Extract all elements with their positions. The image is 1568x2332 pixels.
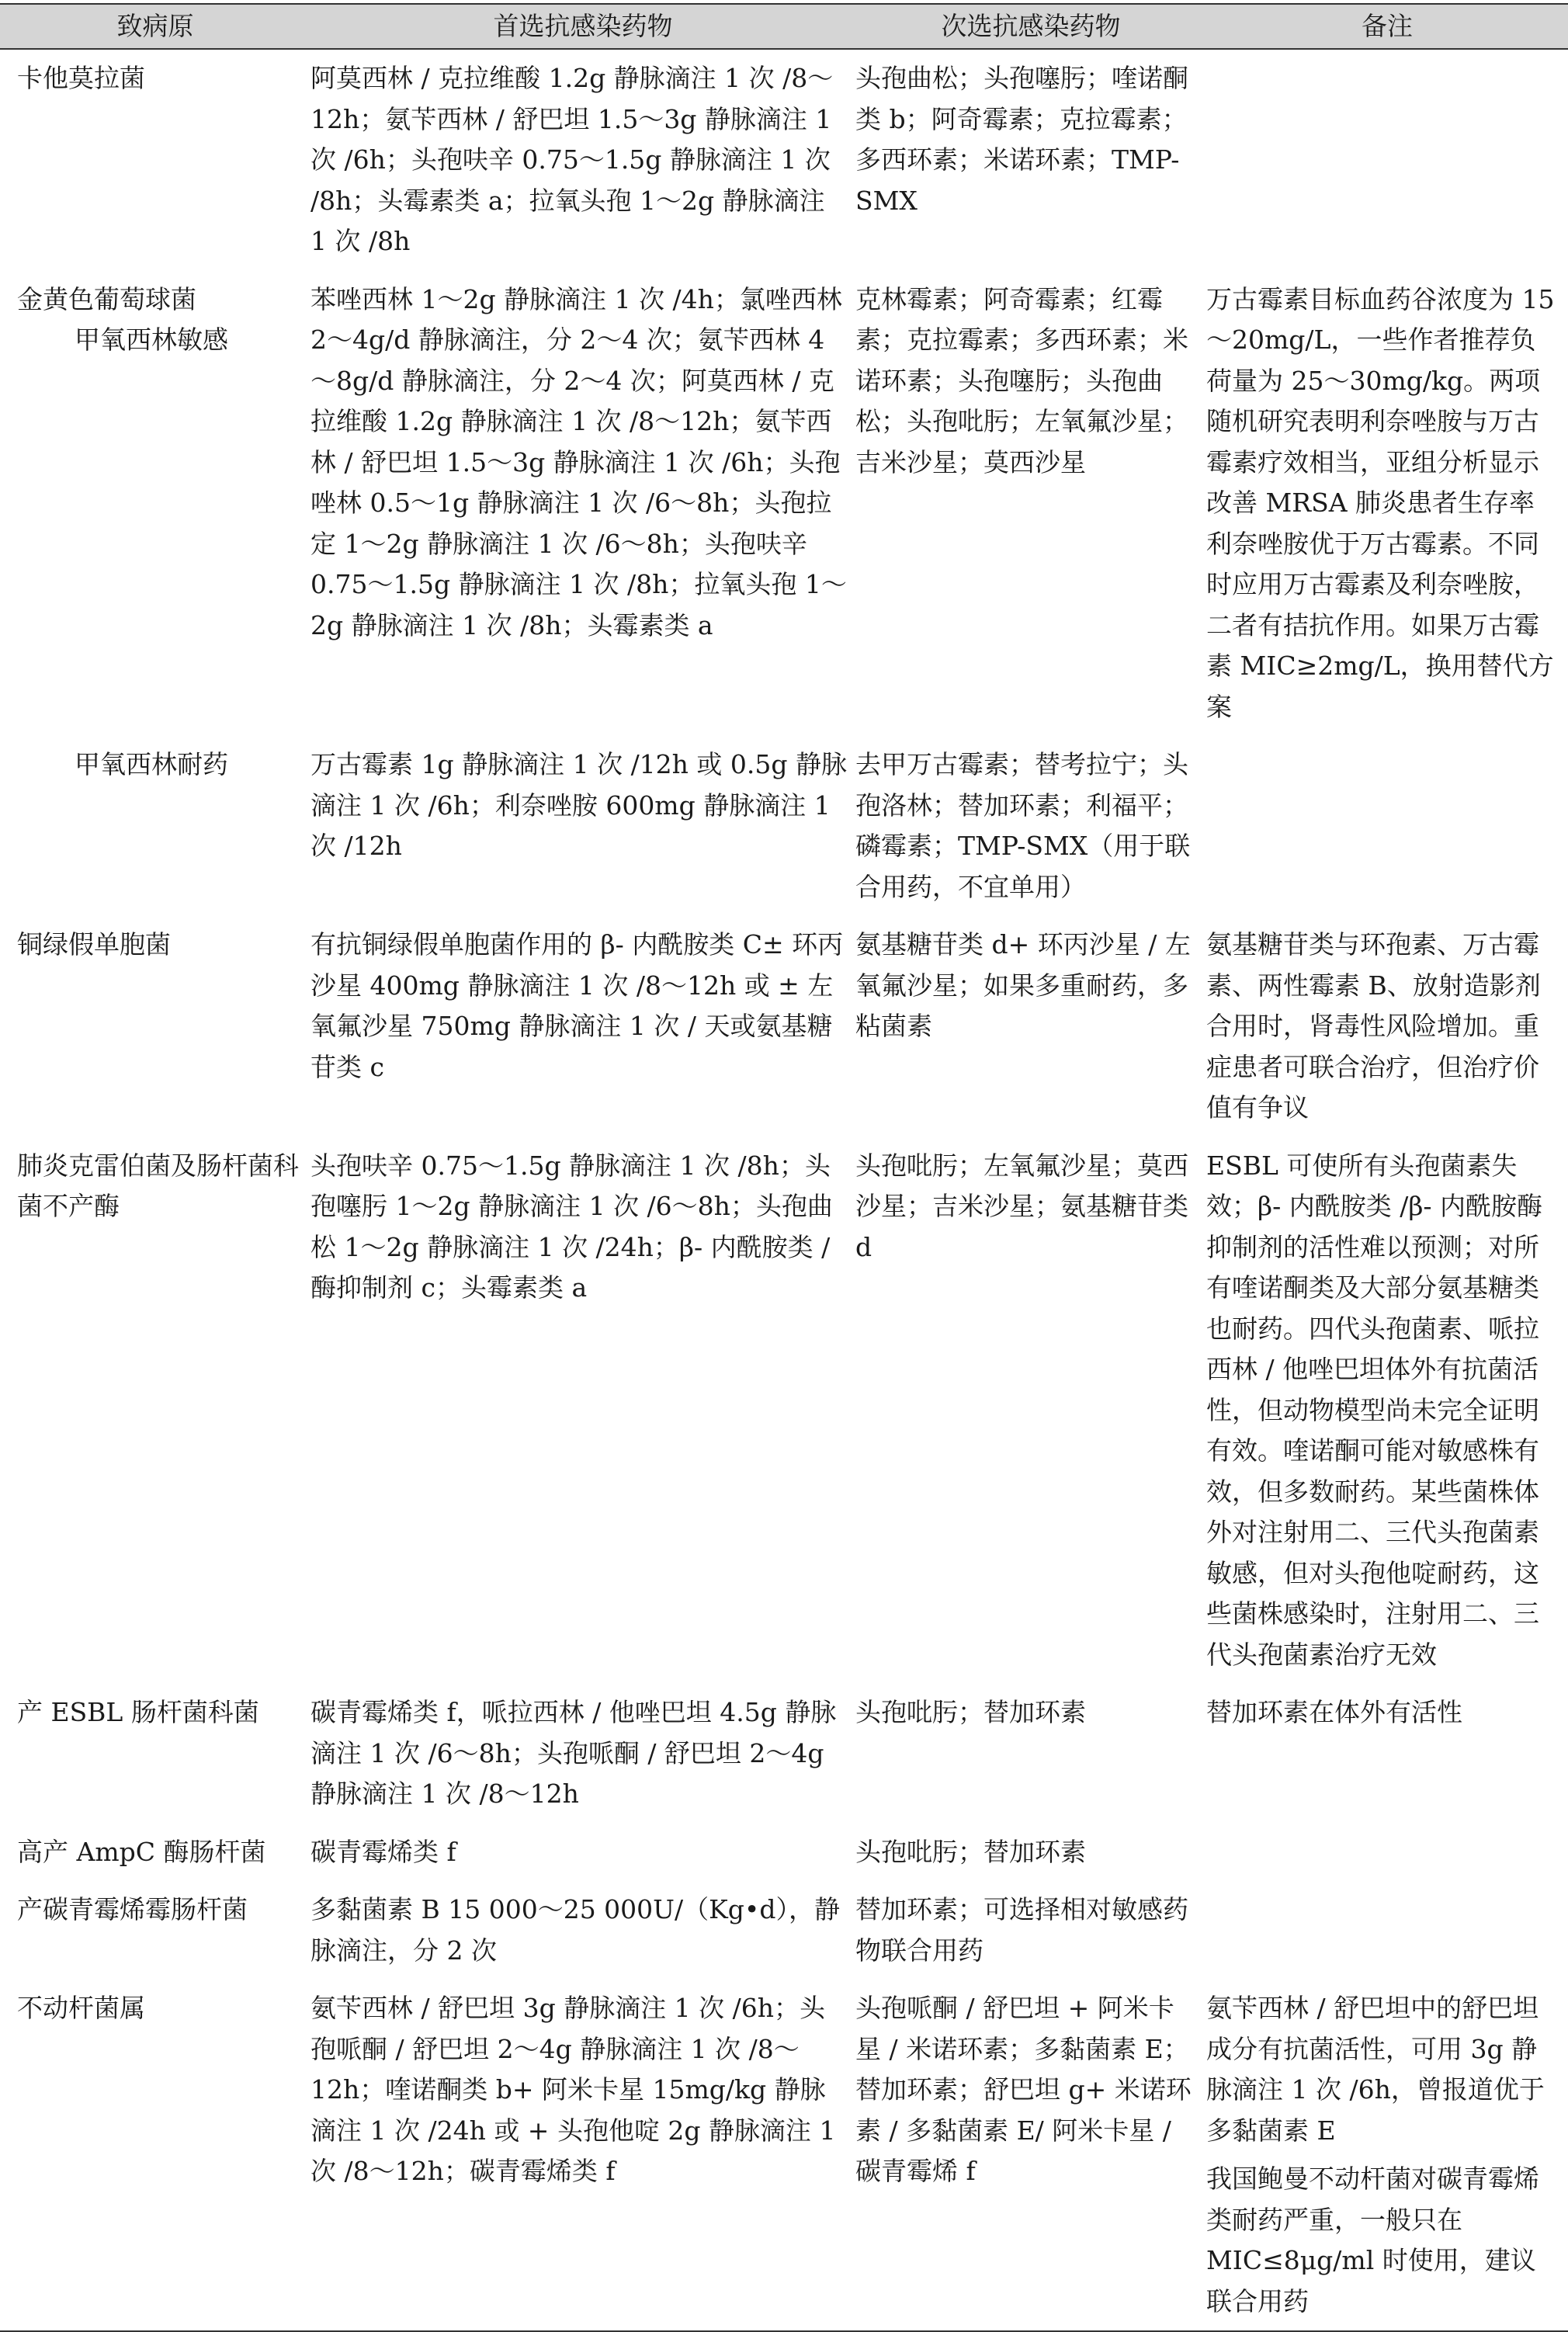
note-cell bbox=[1206, 1980, 1568, 2331]
pathogen-subtype: 甲氧西林耐药 bbox=[75, 749, 228, 779]
pathogen-name: 不动杆菌属 bbox=[17, 1993, 145, 2023]
pathogen-name: 金黄色葡萄球菌 bbox=[17, 283, 196, 314]
pathogen-cell bbox=[0, 271, 310, 737]
first-choice-cell: 碳青霉烯类 f，哌拉西林 / 他唑巴坦 4.5g 静脉滴注 1 次 /6～8h；头孢哌酮 / 舒巴坦 2～4g 静脉滴注 1 次 /8～12h bbox=[310, 1697, 837, 1809]
second-choice-cell: 头孢吡肟；替加环素 bbox=[855, 1836, 1086, 1867]
table-row bbox=[0, 1137, 1568, 1685]
first-choice-cell: 多黏菌素 B 15 000～25 000U/（Kg•d），静脉滴注，分 2 次 bbox=[310, 1894, 840, 1966]
note-cell: 万古霉素目标血药谷浓度为 15～20mg/L，一些作者推荐负荷量为 25～30mg/kg。两项随机研究表明利奈唑胺与万古霉素疗效相当，亚组分析显示改善 MRSA 肺炎患者生存率利奈唑胺优于万古霉素。不同时应用万古霉素及利奈唑胺，二者有拮抗作用。如果万古霉素 MIC≥2mg/L，换用替代方案 bbox=[1206, 283, 1555, 722]
pathogen-name: 卡他莫拉菌 bbox=[17, 63, 145, 93]
note-cell bbox=[1206, 736, 1568, 916]
header-first-choice: 首选抗感染药物 bbox=[310, 4, 855, 49]
note-paragraph: 氨苄西林 / 舒巴坦中的舒巴坦成分有抗菌活性，可用 3g 静脉滴注 1 次 /6h，曾报道优于多黏菌素 E bbox=[1206, 1993, 1545, 2146]
second-choice-cell: 头孢吡肟；替加环素 bbox=[855, 1697, 1086, 1727]
table-header-row bbox=[0, 4, 1568, 49]
pathogen-cell bbox=[0, 736, 310, 916]
table-row bbox=[0, 1824, 1568, 1882]
note-cell bbox=[1206, 1824, 1568, 1882]
antimicrobial-table bbox=[0, 3, 1568, 2332]
second-choice-cell: 头孢曲松；头孢噻肟；喹诺酮类 b；阿奇霉素；克拉霉素；多西环素；米诺环素；TMP-SMX bbox=[855, 63, 1188, 216]
first-choice-cell: 万古霉素 1g 静脉滴注 1 次 /12h 或 0.5g 静脉滴注 1 次 /6h；利奈唑胺 600mg 静脉滴注 1 次 /12h bbox=[310, 749, 848, 861]
table-row bbox=[0, 1980, 1568, 2331]
second-choice-cell: 克林霉素；阿奇霉素；红霉素；克拉霉素；多西环素；米诺环素；头孢噻肟；头孢曲松；头孢吡肟；左氧氟沙星；吉米沙星；莫西沙星 bbox=[855, 283, 1188, 477]
pathogen-cell bbox=[0, 1881, 310, 1980]
header-notes: 备注 bbox=[1206, 4, 1568, 49]
pathogen-cell bbox=[0, 1137, 310, 1685]
table-row bbox=[0, 1684, 1568, 1824]
first-choice-cell: 有抗铜绿假单胞菌作用的 β- 内酰胺类 C± 环丙沙星 400mg 静脉滴注 1 次 /8～12h 或 ± 左氧氟沙星 750mg 静脉滴注 1 次 / 天或氨基糖苷类 c bbox=[310, 929, 844, 1082]
note-cell: ESBL 可使所有头孢菌素失效；β- 内酰胺类 /β- 内酰胺酶抑制剂的活性难以预测；对所有喹诺酮类及大部分氨基糖类也耐药。四代头孢菌素、哌拉西林 / 他唑巴坦体外有抗菌活性，但动物模型尚未完全证明有效。喹诺酮可能对敏感株有效，但多数耐药。某些菌株体外对注射用二、三代头孢菌素敏感，但对头孢他啶耐药，这些菌株感染时，注射用二、三代头孢菌素治疗无效 bbox=[1206, 1150, 1543, 1670]
note-cell: 氨基糖苷类与环孢素、万古霉素、两性霉素 B、放射造影剂合用时，肾毒性风险增加。重症患者可联合治疗，但治疗价值有争议 bbox=[1206, 929, 1541, 1123]
table-row bbox=[0, 736, 1568, 916]
pathogen-name: 产碳青霉烯霉肠杆菌 bbox=[17, 1894, 248, 1924]
first-choice-cell: 碳青霉烯类 f bbox=[310, 1836, 456, 1867]
note-paragraph: 我国鲍曼不动杆菌对碳青霉烯类耐药严重，一般只在 MIC≤8μg/ml 时使用，建议联合用药 bbox=[1206, 2164, 1539, 2316]
first-choice-cell: 阿莫西林 / 克拉维酸 1.2g 静脉滴注 1 次 /8～12h；氨苄西林 / 舒巴坦 1.5～3g 静脉滴注 1 次 /6h；头孢呋辛 0.75～1.5g 静脉滴注 1 次 /8h；头霉素类 a；拉氧头孢 1～2g 静脉滴注 1 次 /8h bbox=[310, 63, 834, 256]
pathogen-name: 肺炎克雷伯菌及肠杆菌科菌不产酶 bbox=[17, 1150, 299, 1221]
second-choice-cell: 去甲万古霉素；替考拉宁；头孢洛林；替加环素；利福平；磷霉素；TMP-SMX（用于联合用药，不宜单用） bbox=[855, 749, 1191, 902]
pathogen-name: 高产 AmpC 酶肠杆菌 bbox=[17, 1836, 266, 1867]
table-row bbox=[0, 1881, 1568, 1980]
note-cell bbox=[1206, 49, 1568, 271]
pathogen-cell bbox=[0, 1684, 310, 1824]
table-row bbox=[0, 271, 1568, 737]
pathogen-cell bbox=[0, 1824, 310, 1882]
first-choice-cell: 苯唑西林 1～2g 静脉滴注 1 次 /4h；氯唑西林 2～4g/d 静脉滴注，分 2～4 次；氨苄西林 4～8g/d 静脉滴注，分 2～4 次；阿莫西林 / 克拉维酸 1.2g 静脉滴注 1 次 /8～12h；氨苄西林 / 舒巴坦 1.5～3g 静脉滴注 1 次 /6h；头孢唑林 0.5～1g 静脉滴注 1 次 /6～8h；头孢拉定 1～2g 静脉滴注 1 次 /6～8h；头孢呋辛 0.75～1.5g 静脉滴注 1 次 /8h；拉氧头孢 1～2g 静脉滴注 1 次 /8h；头霉素类 a bbox=[310, 283, 847, 640]
second-choice-cell: 头孢吡肟；左氧氟沙星；莫西沙星；吉米沙星；氨基糖苷类 d bbox=[855, 1150, 1188, 1262]
second-choice-cell: 替加环素；可选择相对敏感药物联合用药 bbox=[855, 1894, 1188, 1966]
second-choice-cell: 氨基糖苷类 d+ 环丙沙星 / 左氧氟沙星；如果多重耐药，多粘菌素 bbox=[855, 929, 1191, 1041]
table-row bbox=[0, 916, 1568, 1137]
second-choice-cell: 头孢哌酮 / 舒巴坦 + 阿米卡星 / 米诺环素；多黏菌素 E；替加环素；舒巴坦 g+ 米诺环素 / 多黏菌素 E/ 阿米卡星 / 碳青霉烯 f bbox=[855, 1980, 1206, 2331]
first-choice-cell: 头孢呋辛 0.75～1.5g 静脉滴注 1 次 /8h；头孢噻肟 1～2g 静脉滴注 1 次 /6～8h；头孢曲松 1～2g 静脉滴注 1 次 /24h；β- 内酰胺类 / 酶抑制剂 c；头霉素类 a bbox=[310, 1150, 833, 1303]
pathogen-cell bbox=[0, 49, 310, 271]
pathogen-subtype: 甲氧西林敏感 bbox=[75, 324, 228, 355]
pathogen-cell bbox=[0, 1980, 310, 2331]
table-row bbox=[0, 49, 1568, 271]
first-choice-cell: 氨苄西林 / 舒巴坦 3g 静脉滴注 1 次 /6h；头孢哌酮 / 舒巴坦 2～4g 静脉滴注 1 次 /8～12h；喹诺酮类 b+ 阿米卡星 15mg/kg 静脉滴注 1 次 /24h 或 + 头孢他啶 2g 静脉滴注 1 次 /8～12h；碳青霉烯类 f bbox=[310, 1980, 855, 2331]
header-second-choice: 次选抗感染药物 bbox=[855, 4, 1206, 49]
note-cell: 替加环素在体外有活性 bbox=[1206, 1697, 1462, 1727]
note-cell bbox=[1206, 1881, 1568, 1980]
header-pathogen: 致病原 bbox=[0, 4, 310, 49]
pathogen-cell bbox=[0, 916, 310, 1137]
pathogen-name: 产 ESBL 肠杆菌科菌 bbox=[17, 1697, 259, 1727]
pathogen-name: 铜绿假单胞菌 bbox=[17, 929, 171, 960]
